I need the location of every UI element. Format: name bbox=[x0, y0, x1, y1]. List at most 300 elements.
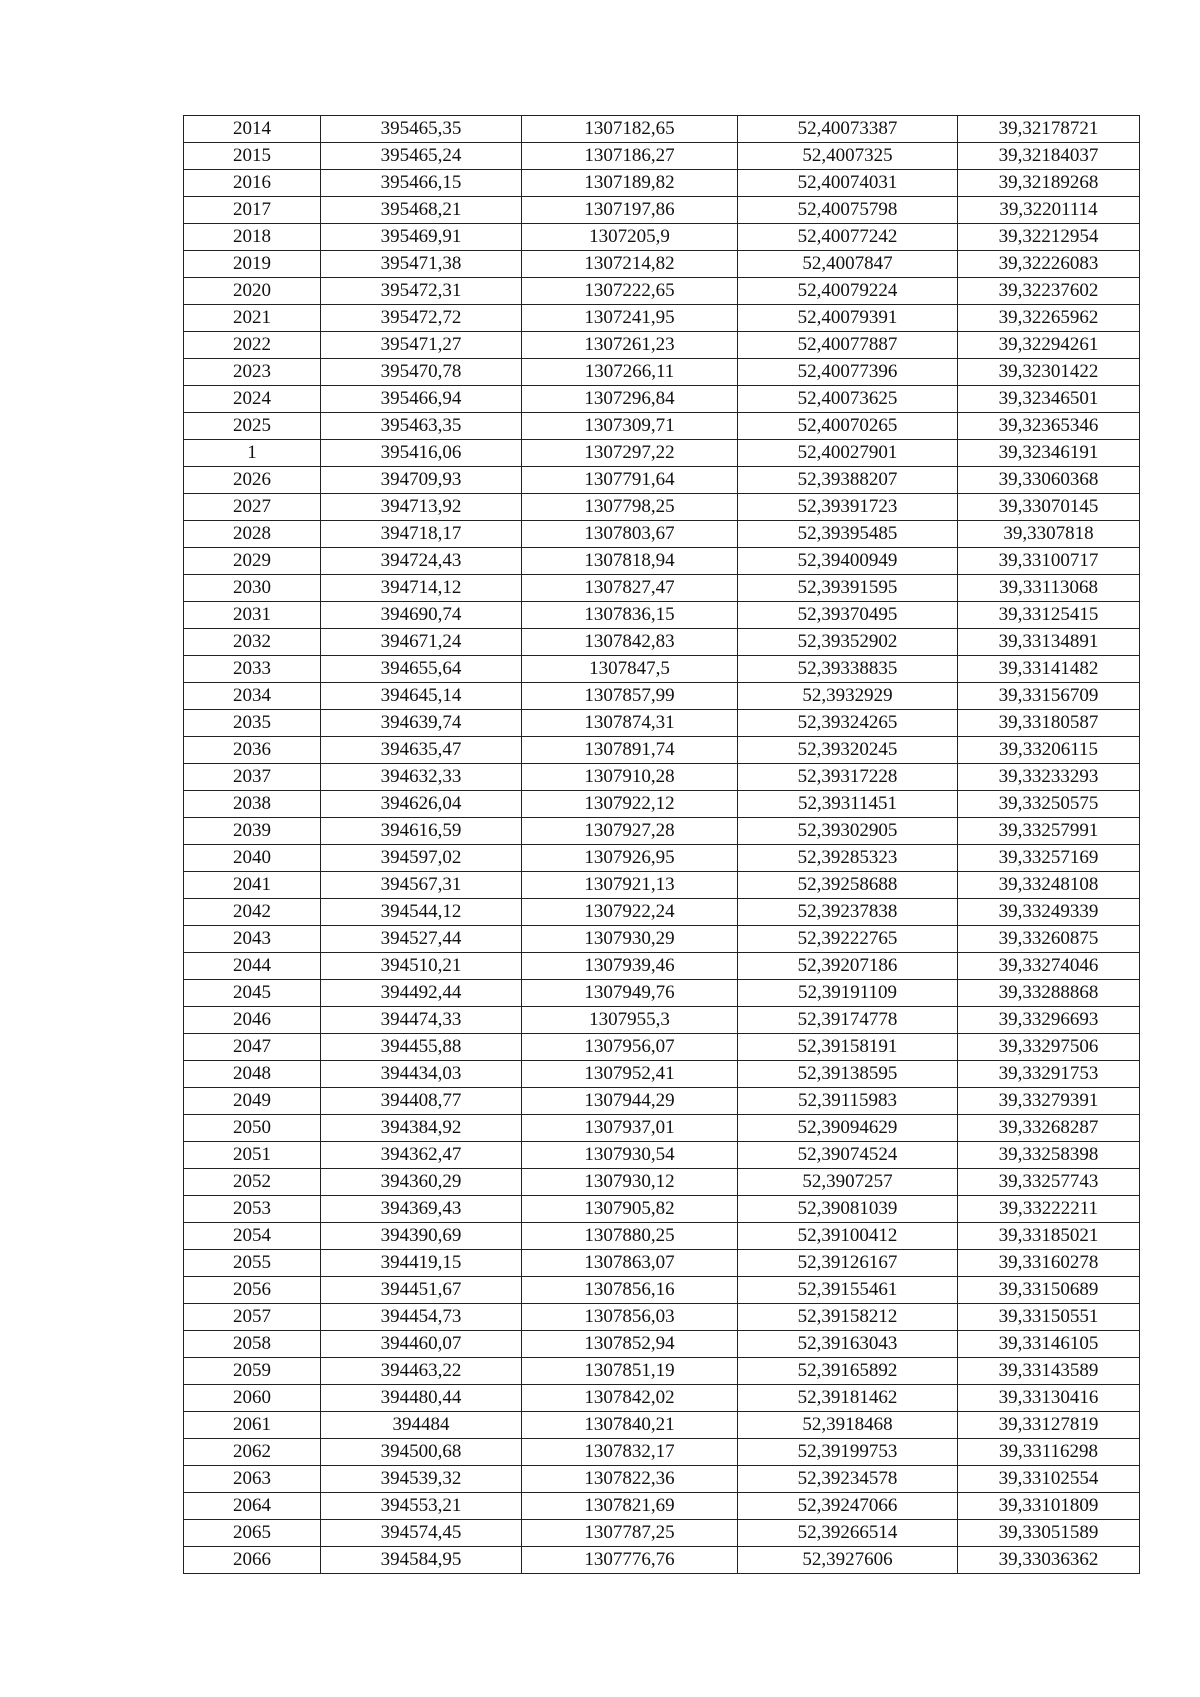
x-coordinate-cell: 394463,22 bbox=[321, 1358, 522, 1385]
longitude-cell: 39,33116298 bbox=[958, 1439, 1140, 1466]
latitude-cell: 52,39165892 bbox=[738, 1358, 958, 1385]
x-coordinate-cell: 395416,06 bbox=[321, 440, 522, 467]
y-coordinate-cell: 1307827,47 bbox=[522, 575, 738, 602]
y-coordinate-cell: 1307939,46 bbox=[522, 953, 738, 980]
table-row bbox=[184, 413, 1140, 440]
point-number-cell: 2062 bbox=[184, 1439, 321, 1466]
point-number-cell: 2040 bbox=[184, 845, 321, 872]
longitude-cell: 39,33206115 bbox=[958, 737, 1140, 764]
point-number-cell: 2018 bbox=[184, 224, 321, 251]
point-number-cell: 1 bbox=[184, 440, 321, 467]
longitude-cell: 39,32226083 bbox=[958, 251, 1140, 278]
longitude-cell: 39,32301422 bbox=[958, 359, 1140, 386]
x-coordinate-cell: 394539,32 bbox=[321, 1466, 522, 1493]
point-number-cell: 2065 bbox=[184, 1520, 321, 1547]
x-coordinate-cell: 395472,31 bbox=[321, 278, 522, 305]
latitude-cell: 52,3932929 bbox=[738, 683, 958, 710]
table-row bbox=[184, 1223, 1140, 1250]
y-coordinate-cell: 1307937,01 bbox=[522, 1115, 738, 1142]
y-coordinate-cell: 1307955,3 bbox=[522, 1007, 738, 1034]
table-row bbox=[184, 872, 1140, 899]
x-coordinate-cell: 394492,44 bbox=[321, 980, 522, 1007]
latitude-cell: 52,39222765 bbox=[738, 926, 958, 953]
y-coordinate-cell: 1307842,83 bbox=[522, 629, 738, 656]
x-coordinate-cell: 394360,29 bbox=[321, 1169, 522, 1196]
latitude-cell: 52,39199753 bbox=[738, 1439, 958, 1466]
x-coordinate-cell: 394709,93 bbox=[321, 467, 522, 494]
longitude-cell: 39,32189268 bbox=[958, 170, 1140, 197]
longitude-cell: 39,33258398 bbox=[958, 1142, 1140, 1169]
table-row bbox=[184, 1250, 1140, 1277]
point-number-cell: 2052 bbox=[184, 1169, 321, 1196]
y-coordinate-cell: 1307856,16 bbox=[522, 1277, 738, 1304]
y-coordinate-cell: 1307930,29 bbox=[522, 926, 738, 953]
longitude-cell: 39,32184037 bbox=[958, 143, 1140, 170]
longitude-cell: 39,33185021 bbox=[958, 1223, 1140, 1250]
longitude-cell: 39,33102554 bbox=[958, 1466, 1140, 1493]
longitude-cell: 39,32346191 bbox=[958, 440, 1140, 467]
y-coordinate-cell: 1307926,95 bbox=[522, 845, 738, 872]
point-number-cell: 2050 bbox=[184, 1115, 321, 1142]
x-coordinate-cell: 394451,67 bbox=[321, 1277, 522, 1304]
longitude-cell: 39,33130416 bbox=[958, 1385, 1140, 1412]
table-row bbox=[184, 1493, 1140, 1520]
latitude-cell: 52,40079391 bbox=[738, 305, 958, 332]
point-number-cell: 2017 bbox=[184, 197, 321, 224]
table-row bbox=[184, 845, 1140, 872]
y-coordinate-cell: 1307922,12 bbox=[522, 791, 738, 818]
longitude-cell: 39,33060368 bbox=[958, 467, 1140, 494]
latitude-cell: 52,40077242 bbox=[738, 224, 958, 251]
point-number-cell: 2059 bbox=[184, 1358, 321, 1385]
point-number-cell: 2026 bbox=[184, 467, 321, 494]
point-number-cell: 2056 bbox=[184, 1277, 321, 1304]
table-row bbox=[184, 1034, 1140, 1061]
table-row bbox=[184, 683, 1140, 710]
latitude-cell: 52,39391595 bbox=[738, 575, 958, 602]
longitude-cell: 39,32265962 bbox=[958, 305, 1140, 332]
latitude-cell: 52,3918468 bbox=[738, 1412, 958, 1439]
latitude-cell: 52,39100412 bbox=[738, 1223, 958, 1250]
latitude-cell: 52,4007847 bbox=[738, 251, 958, 278]
longitude-cell: 39,32294261 bbox=[958, 332, 1140, 359]
x-coordinate-cell: 395469,91 bbox=[321, 224, 522, 251]
longitude-cell: 39,32365346 bbox=[958, 413, 1140, 440]
y-coordinate-cell: 1307836,15 bbox=[522, 602, 738, 629]
x-coordinate-cell: 395472,72 bbox=[321, 305, 522, 332]
table-row bbox=[184, 1088, 1140, 1115]
coordinates-table bbox=[183, 115, 1140, 1574]
table-row bbox=[184, 1520, 1140, 1547]
table-row bbox=[184, 1439, 1140, 1466]
x-coordinate-cell: 394510,21 bbox=[321, 953, 522, 980]
longitude-cell: 39,33257169 bbox=[958, 845, 1140, 872]
table-row bbox=[184, 467, 1140, 494]
y-coordinate-cell: 1307803,67 bbox=[522, 521, 738, 548]
table-row bbox=[184, 1358, 1140, 1385]
table-row bbox=[184, 494, 1140, 521]
y-coordinate-cell: 1307186,27 bbox=[522, 143, 738, 170]
latitude-cell: 52,40027901 bbox=[738, 440, 958, 467]
longitude-cell: 39,33127819 bbox=[958, 1412, 1140, 1439]
longitude-cell: 39,32237602 bbox=[958, 278, 1140, 305]
y-coordinate-cell: 1307863,07 bbox=[522, 1250, 738, 1277]
latitude-cell: 52,39338835 bbox=[738, 656, 958, 683]
y-coordinate-cell: 1307182,65 bbox=[522, 116, 738, 143]
longitude-cell: 39,33146105 bbox=[958, 1331, 1140, 1358]
y-coordinate-cell: 1307891,74 bbox=[522, 737, 738, 764]
x-coordinate-cell: 394671,24 bbox=[321, 629, 522, 656]
table-row bbox=[184, 143, 1140, 170]
point-number-cell: 2027 bbox=[184, 494, 321, 521]
y-coordinate-cell: 1307266,11 bbox=[522, 359, 738, 386]
x-coordinate-cell: 395465,35 bbox=[321, 116, 522, 143]
x-coordinate-cell: 394655,64 bbox=[321, 656, 522, 683]
y-coordinate-cell: 1307309,71 bbox=[522, 413, 738, 440]
y-coordinate-cell: 1307189,82 bbox=[522, 170, 738, 197]
table-row bbox=[184, 278, 1140, 305]
latitude-cell: 52,40073625 bbox=[738, 386, 958, 413]
table-row bbox=[184, 1115, 1140, 1142]
longitude-cell: 39,33296693 bbox=[958, 1007, 1140, 1034]
latitude-cell: 52,40070265 bbox=[738, 413, 958, 440]
x-coordinate-cell: 395466,15 bbox=[321, 170, 522, 197]
point-number-cell: 2060 bbox=[184, 1385, 321, 1412]
y-coordinate-cell: 1307261,23 bbox=[522, 332, 738, 359]
point-number-cell: 2057 bbox=[184, 1304, 321, 1331]
longitude-cell: 39,33297506 bbox=[958, 1034, 1140, 1061]
longitude-cell: 39,33070145 bbox=[958, 494, 1140, 521]
x-coordinate-cell: 394713,92 bbox=[321, 494, 522, 521]
latitude-cell: 52,39266514 bbox=[738, 1520, 958, 1547]
longitude-cell: 39,33233293 bbox=[958, 764, 1140, 791]
point-number-cell: 2039 bbox=[184, 818, 321, 845]
point-number-cell: 2063 bbox=[184, 1466, 321, 1493]
y-coordinate-cell: 1307832,17 bbox=[522, 1439, 738, 1466]
longitude-cell: 39,33291753 bbox=[958, 1061, 1140, 1088]
point-number-cell: 2031 bbox=[184, 602, 321, 629]
table-row bbox=[184, 1196, 1140, 1223]
table-row bbox=[184, 1331, 1140, 1358]
table-row bbox=[184, 818, 1140, 845]
table-row bbox=[184, 386, 1140, 413]
point-number-cell: 2028 bbox=[184, 521, 321, 548]
longitude-cell: 39,33143589 bbox=[958, 1358, 1140, 1385]
point-number-cell: 2047 bbox=[184, 1034, 321, 1061]
y-coordinate-cell: 1307296,84 bbox=[522, 386, 738, 413]
y-coordinate-cell: 1307922,24 bbox=[522, 899, 738, 926]
table-row bbox=[184, 224, 1140, 251]
latitude-cell: 52,40074031 bbox=[738, 170, 958, 197]
x-coordinate-cell: 394484 bbox=[321, 1412, 522, 1439]
table-row bbox=[184, 710, 1140, 737]
y-coordinate-cell: 1307241,95 bbox=[522, 305, 738, 332]
table-row bbox=[184, 737, 1140, 764]
x-coordinate-cell: 394362,47 bbox=[321, 1142, 522, 1169]
x-coordinate-cell: 394639,74 bbox=[321, 710, 522, 737]
x-coordinate-cell: 395465,24 bbox=[321, 143, 522, 170]
latitude-cell: 52,39174778 bbox=[738, 1007, 958, 1034]
table-row bbox=[184, 1142, 1140, 1169]
x-coordinate-cell: 394724,43 bbox=[321, 548, 522, 575]
table-row bbox=[184, 548, 1140, 575]
latitude-cell: 52,39234578 bbox=[738, 1466, 958, 1493]
latitude-cell: 52,39370495 bbox=[738, 602, 958, 629]
latitude-cell: 52,39352902 bbox=[738, 629, 958, 656]
table-row bbox=[184, 1304, 1140, 1331]
x-coordinate-cell: 395471,38 bbox=[321, 251, 522, 278]
point-number-cell: 2021 bbox=[184, 305, 321, 332]
point-number-cell: 2020 bbox=[184, 278, 321, 305]
point-number-cell: 2025 bbox=[184, 413, 321, 440]
table-row bbox=[184, 1412, 1140, 1439]
y-coordinate-cell: 1307197,86 bbox=[522, 197, 738, 224]
longitude-cell: 39,33160278 bbox=[958, 1250, 1140, 1277]
x-coordinate-cell: 394714,12 bbox=[321, 575, 522, 602]
latitude-cell: 52,39237838 bbox=[738, 899, 958, 926]
table-row bbox=[184, 1007, 1140, 1034]
y-coordinate-cell: 1307930,12 bbox=[522, 1169, 738, 1196]
point-number-cell: 2048 bbox=[184, 1061, 321, 1088]
longitude-cell: 39,3307818 bbox=[958, 521, 1140, 548]
y-coordinate-cell: 1307927,28 bbox=[522, 818, 738, 845]
point-number-cell: 2032 bbox=[184, 629, 321, 656]
latitude-cell: 52,39400949 bbox=[738, 548, 958, 575]
y-coordinate-cell: 1307818,94 bbox=[522, 548, 738, 575]
longitude-cell: 39,33113068 bbox=[958, 575, 1140, 602]
latitude-cell: 52,39324265 bbox=[738, 710, 958, 737]
point-number-cell: 2033 bbox=[184, 656, 321, 683]
point-number-cell: 2051 bbox=[184, 1142, 321, 1169]
point-number-cell: 2066 bbox=[184, 1547, 321, 1574]
x-coordinate-cell: 394584,95 bbox=[321, 1547, 522, 1574]
y-coordinate-cell: 1307205,9 bbox=[522, 224, 738, 251]
table-row bbox=[184, 116, 1140, 143]
latitude-cell: 52,40079224 bbox=[738, 278, 958, 305]
x-coordinate-cell: 395468,21 bbox=[321, 197, 522, 224]
x-coordinate-cell: 394369,43 bbox=[321, 1196, 522, 1223]
latitude-cell: 52,39285323 bbox=[738, 845, 958, 872]
latitude-cell: 52,39163043 bbox=[738, 1331, 958, 1358]
table-row bbox=[184, 1169, 1140, 1196]
point-number-cell: 2044 bbox=[184, 953, 321, 980]
longitude-cell: 39,33249339 bbox=[958, 899, 1140, 926]
latitude-cell: 52,39115983 bbox=[738, 1088, 958, 1115]
point-number-cell: 2058 bbox=[184, 1331, 321, 1358]
longitude-cell: 39,33260875 bbox=[958, 926, 1140, 953]
y-coordinate-cell: 1307921,13 bbox=[522, 872, 738, 899]
latitude-cell: 52,39317228 bbox=[738, 764, 958, 791]
longitude-cell: 39,32346501 bbox=[958, 386, 1140, 413]
y-coordinate-cell: 1307821,69 bbox=[522, 1493, 738, 1520]
y-coordinate-cell: 1307222,65 bbox=[522, 278, 738, 305]
latitude-cell: 52,39258688 bbox=[738, 872, 958, 899]
x-coordinate-cell: 394574,45 bbox=[321, 1520, 522, 1547]
y-coordinate-cell: 1307787,25 bbox=[522, 1520, 738, 1547]
point-number-cell: 2022 bbox=[184, 332, 321, 359]
x-coordinate-cell: 394718,17 bbox=[321, 521, 522, 548]
table-row bbox=[184, 521, 1140, 548]
y-coordinate-cell: 1307842,02 bbox=[522, 1385, 738, 1412]
latitude-cell: 52,39388207 bbox=[738, 467, 958, 494]
point-number-cell: 2015 bbox=[184, 143, 321, 170]
table-row bbox=[184, 656, 1140, 683]
point-number-cell: 2041 bbox=[184, 872, 321, 899]
longitude-cell: 39,32212954 bbox=[958, 224, 1140, 251]
table-row bbox=[184, 629, 1140, 656]
point-number-cell: 2053 bbox=[184, 1196, 321, 1223]
latitude-cell: 52,39207186 bbox=[738, 953, 958, 980]
x-coordinate-cell: 394500,68 bbox=[321, 1439, 522, 1466]
y-coordinate-cell: 1307840,21 bbox=[522, 1412, 738, 1439]
latitude-cell: 52,39094629 bbox=[738, 1115, 958, 1142]
x-coordinate-cell: 395470,78 bbox=[321, 359, 522, 386]
table-row bbox=[184, 170, 1140, 197]
longitude-cell: 39,33274046 bbox=[958, 953, 1140, 980]
table-row bbox=[184, 197, 1140, 224]
longitude-cell: 39,33125415 bbox=[958, 602, 1140, 629]
longitude-cell: 39,33141482 bbox=[958, 656, 1140, 683]
longitude-cell: 39,33101809 bbox=[958, 1493, 1140, 1520]
x-coordinate-cell: 394460,07 bbox=[321, 1331, 522, 1358]
longitude-cell: 39,33257743 bbox=[958, 1169, 1140, 1196]
latitude-cell: 52,3927606 bbox=[738, 1547, 958, 1574]
latitude-cell: 52,39074524 bbox=[738, 1142, 958, 1169]
longitude-cell: 39,33150551 bbox=[958, 1304, 1140, 1331]
longitude-cell: 39,33051589 bbox=[958, 1520, 1140, 1547]
longitude-cell: 39,33180587 bbox=[958, 710, 1140, 737]
latitude-cell: 52,4007325 bbox=[738, 143, 958, 170]
point-number-cell: 2049 bbox=[184, 1088, 321, 1115]
table-row bbox=[184, 602, 1140, 629]
x-coordinate-cell: 394455,88 bbox=[321, 1034, 522, 1061]
x-coordinate-cell: 394616,59 bbox=[321, 818, 522, 845]
longitude-cell: 39,33036362 bbox=[958, 1547, 1140, 1574]
y-coordinate-cell: 1307856,03 bbox=[522, 1304, 738, 1331]
y-coordinate-cell: 1307847,5 bbox=[522, 656, 738, 683]
y-coordinate-cell: 1307297,22 bbox=[522, 440, 738, 467]
latitude-cell: 52,39158191 bbox=[738, 1034, 958, 1061]
longitude-cell: 39,33257991 bbox=[958, 818, 1140, 845]
x-coordinate-cell: 394597,02 bbox=[321, 845, 522, 872]
table-row bbox=[184, 332, 1140, 359]
latitude-cell: 52,39138595 bbox=[738, 1061, 958, 1088]
y-coordinate-cell: 1307874,31 bbox=[522, 710, 738, 737]
table-row bbox=[184, 1277, 1140, 1304]
longitude-cell: 39,33134891 bbox=[958, 629, 1140, 656]
y-coordinate-cell: 1307944,29 bbox=[522, 1088, 738, 1115]
longitude-cell: 39,33222211 bbox=[958, 1196, 1140, 1223]
point-number-cell: 2035 bbox=[184, 710, 321, 737]
table-row bbox=[184, 1385, 1140, 1412]
longitude-cell: 39,32178721 bbox=[958, 116, 1140, 143]
point-number-cell: 2016 bbox=[184, 170, 321, 197]
table-row bbox=[184, 899, 1140, 926]
x-coordinate-cell: 394474,33 bbox=[321, 1007, 522, 1034]
x-coordinate-cell: 395466,94 bbox=[321, 386, 522, 413]
latitude-cell: 52,39320245 bbox=[738, 737, 958, 764]
y-coordinate-cell: 1307852,94 bbox=[522, 1331, 738, 1358]
point-number-cell: 2037 bbox=[184, 764, 321, 791]
x-coordinate-cell: 394632,33 bbox=[321, 764, 522, 791]
point-number-cell: 2043 bbox=[184, 926, 321, 953]
x-coordinate-cell: 394408,77 bbox=[321, 1088, 522, 1115]
latitude-cell: 52,39181462 bbox=[738, 1385, 958, 1412]
longitude-cell: 39,33250575 bbox=[958, 791, 1140, 818]
y-coordinate-cell: 1307851,19 bbox=[522, 1358, 738, 1385]
table-row bbox=[184, 791, 1140, 818]
y-coordinate-cell: 1307776,76 bbox=[522, 1547, 738, 1574]
x-coordinate-cell: 394553,21 bbox=[321, 1493, 522, 1520]
point-number-cell: 2034 bbox=[184, 683, 321, 710]
latitude-cell: 52,40077396 bbox=[738, 359, 958, 386]
table-row bbox=[184, 575, 1140, 602]
coordinates-table-body bbox=[184, 116, 1140, 1574]
point-number-cell: 2036 bbox=[184, 737, 321, 764]
table-row bbox=[184, 953, 1140, 980]
table-row bbox=[184, 764, 1140, 791]
longitude-cell: 39,33248108 bbox=[958, 872, 1140, 899]
point-number-cell: 2061 bbox=[184, 1412, 321, 1439]
point-number-cell: 2038 bbox=[184, 791, 321, 818]
y-coordinate-cell: 1307791,64 bbox=[522, 467, 738, 494]
y-coordinate-cell: 1307952,41 bbox=[522, 1061, 738, 1088]
point-number-cell: 2042 bbox=[184, 899, 321, 926]
point-number-cell: 2019 bbox=[184, 251, 321, 278]
x-coordinate-cell: 394544,12 bbox=[321, 899, 522, 926]
x-coordinate-cell: 394434,03 bbox=[321, 1061, 522, 1088]
x-coordinate-cell: 394527,44 bbox=[321, 926, 522, 953]
latitude-cell: 52,3907257 bbox=[738, 1169, 958, 1196]
longitude-cell: 39,33279391 bbox=[958, 1088, 1140, 1115]
latitude-cell: 52,39158212 bbox=[738, 1304, 958, 1331]
latitude-cell: 52,39081039 bbox=[738, 1196, 958, 1223]
point-number-cell: 2029 bbox=[184, 548, 321, 575]
y-coordinate-cell: 1307798,25 bbox=[522, 494, 738, 521]
point-number-cell: 2046 bbox=[184, 1007, 321, 1034]
point-number-cell: 2045 bbox=[184, 980, 321, 1007]
y-coordinate-cell: 1307910,28 bbox=[522, 764, 738, 791]
x-coordinate-cell: 395471,27 bbox=[321, 332, 522, 359]
point-number-cell: 2064 bbox=[184, 1493, 321, 1520]
longitude-cell: 39,33156709 bbox=[958, 683, 1140, 710]
point-number-cell: 2023 bbox=[184, 359, 321, 386]
y-coordinate-cell: 1307214,82 bbox=[522, 251, 738, 278]
y-coordinate-cell: 1307949,76 bbox=[522, 980, 738, 1007]
y-coordinate-cell: 1307822,36 bbox=[522, 1466, 738, 1493]
x-coordinate-cell: 394480,44 bbox=[321, 1385, 522, 1412]
longitude-cell: 39,33288868 bbox=[958, 980, 1140, 1007]
latitude-cell: 52,39126167 bbox=[738, 1250, 958, 1277]
x-coordinate-cell: 394645,14 bbox=[321, 683, 522, 710]
latitude-cell: 52,39395485 bbox=[738, 521, 958, 548]
table-row bbox=[184, 251, 1140, 278]
table-row bbox=[184, 926, 1140, 953]
x-coordinate-cell: 394690,74 bbox=[321, 602, 522, 629]
point-number-cell: 2014 bbox=[184, 116, 321, 143]
x-coordinate-cell: 394390,69 bbox=[321, 1223, 522, 1250]
x-coordinate-cell: 394567,31 bbox=[321, 872, 522, 899]
point-number-cell: 2030 bbox=[184, 575, 321, 602]
point-number-cell: 2024 bbox=[184, 386, 321, 413]
y-coordinate-cell: 1307956,07 bbox=[522, 1034, 738, 1061]
latitude-cell: 52,39155461 bbox=[738, 1277, 958, 1304]
y-coordinate-cell: 1307905,82 bbox=[522, 1196, 738, 1223]
latitude-cell: 52,39302905 bbox=[738, 818, 958, 845]
latitude-cell: 52,40077887 bbox=[738, 332, 958, 359]
latitude-cell: 52,39391723 bbox=[738, 494, 958, 521]
latitude-cell: 52,39191109 bbox=[738, 980, 958, 1007]
